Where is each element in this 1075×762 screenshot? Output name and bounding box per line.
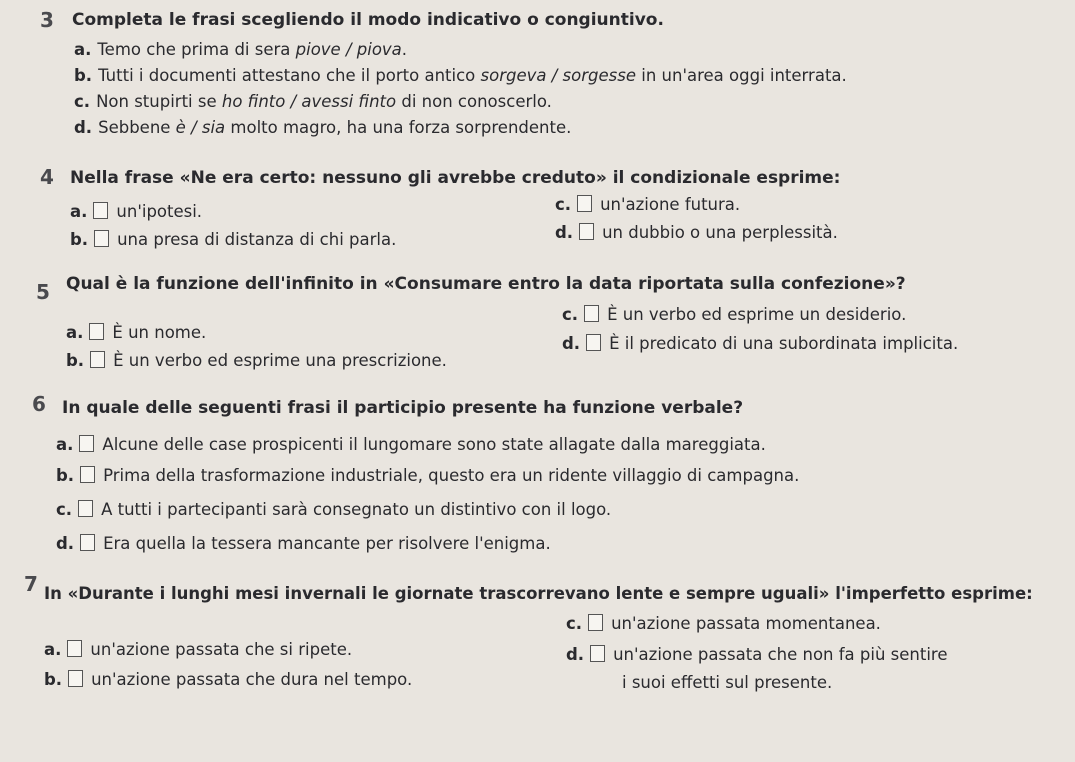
checkbox-icon[interactable] (588, 614, 603, 631)
option-text: i suoi effetti sul presente. (622, 673, 833, 692)
checkbox-icon[interactable] (590, 645, 605, 662)
option-a[interactable] (66, 323, 206, 342)
option-b[interactable] (66, 351, 447, 370)
option-text: Era quella la tessera mancante per risolvere l'enigma. (103, 534, 551, 553)
option-text: Alcune delle case prospicenti il lungomare sono state allagate dalla mareggiata. (102, 435, 766, 454)
option-letter: a. (70, 202, 88, 221)
item-pre: Tutti i documenti attestano che il porto antico (98, 66, 481, 85)
item-letter: c. (74, 92, 91, 111)
exercise-number: 4 (40, 165, 54, 189)
sentence-item (74, 66, 847, 85)
checkbox-icon[interactable] (80, 466, 95, 483)
option-text: un'ipotesi. (116, 202, 203, 221)
item-options[interactable]: ho finto / avessi finto (221, 92, 397, 111)
option-c[interactable] (56, 500, 611, 519)
option-a[interactable] (56, 435, 766, 454)
exercise-title: Completa le frasi scegliendo il modo indicativo o congiuntivo. (72, 10, 664, 30)
item-options[interactable]: sorgeva / sorgesse (480, 66, 636, 85)
option-d[interactable] (562, 334, 958, 353)
option-text: È un verbo ed esprime una prescrizione. (113, 351, 447, 370)
option-letter: c. (555, 195, 572, 214)
option-letter: a. (44, 640, 62, 659)
option-letter: d. (555, 223, 574, 242)
option-a[interactable] (70, 202, 202, 221)
item-letter: b. (74, 66, 93, 85)
option-b[interactable] (44, 670, 412, 689)
exercise-title: Qual è la funzione dell'infinito in «Consumare entro la data riportata sulla confezione»? (66, 274, 906, 294)
exercise-number: 6 (32, 392, 46, 416)
option-c[interactable] (562, 305, 906, 324)
option-d[interactable] (555, 223, 838, 242)
item-letter: d. (74, 118, 93, 137)
checkbox-icon[interactable] (94, 230, 109, 247)
option-d[interactable] (56, 534, 551, 553)
item-options[interactable]: è / sia (175, 118, 226, 137)
option-text: Prima della trasformazione industriale, questo era un ridente villaggio di campagna. (103, 466, 800, 485)
checkbox-icon[interactable] (78, 500, 93, 517)
option-text: È un verbo ed esprime un desiderio. (607, 305, 907, 324)
checkbox-icon[interactable] (579, 223, 594, 240)
option-d-continuation (622, 673, 832, 692)
option-text: un'azione futura. (600, 195, 741, 214)
item-pre: Temo che prima di sera (97, 40, 296, 59)
option-letter: b. (44, 670, 63, 689)
option-letter: a. (56, 435, 74, 454)
option-d[interactable] (566, 645, 948, 664)
exercise-number: 3 (40, 8, 54, 32)
exercise-title: In «Durante i lunghi mesi invernali le giornate trascorrevano lente e sempre uguali» l'imperfetto esprime: (44, 584, 1033, 603)
exercise-title: In quale delle seguenti frasi il participio presente ha funzione verbale? (62, 398, 744, 418)
option-text: una presa di distanza di chi parla. (117, 230, 397, 249)
item-letter: a. (74, 40, 92, 59)
item-post: in un'area oggi interrata. (636, 66, 847, 85)
option-text: A tutti i partecipanti sarà consegnato un distintivo con il logo. (101, 500, 612, 519)
checkbox-icon[interactable] (577, 195, 592, 212)
option-text: un'azione passata momentanea. (611, 614, 881, 633)
checkbox-icon[interactable] (80, 534, 95, 551)
checkbox-icon[interactable] (586, 334, 601, 351)
exercise-title: Nella frase «Ne era certo: nessuno gli avrebbe creduto» il condizionale esprime: (70, 168, 841, 188)
option-letter: c. (566, 614, 583, 633)
option-text: È un nome. (112, 323, 207, 342)
item-pre: Non stupirti se (96, 92, 222, 111)
checkbox-icon[interactable] (89, 323, 104, 340)
option-text: un'azione passata che si ripete. (90, 640, 353, 659)
option-letter: c. (56, 500, 73, 519)
sentence-item (74, 40, 407, 59)
checkbox-icon[interactable] (68, 670, 83, 687)
sentence-item (74, 92, 552, 111)
checkbox-icon[interactable] (90, 351, 105, 368)
option-c[interactable] (566, 614, 881, 633)
exercise-number: 5 (36, 280, 50, 304)
sentence-item (74, 118, 571, 137)
option-letter: d. (566, 645, 585, 664)
item-options[interactable]: piove / piova (295, 40, 402, 59)
option-letter: a. (66, 323, 84, 342)
checkbox-icon[interactable] (67, 640, 82, 657)
option-letter: d. (56, 534, 75, 553)
item-post: molto magro, ha una forza sorprendente. (225, 118, 572, 137)
checkbox-icon[interactable] (79, 435, 94, 452)
option-a[interactable] (44, 640, 352, 659)
option-b[interactable] (56, 466, 799, 485)
item-post: di non conoscerlo. (396, 92, 552, 111)
checkbox-icon[interactable] (93, 202, 108, 219)
option-text: un dubbio o una perplessità. (602, 223, 838, 242)
checkbox-icon[interactable] (584, 305, 599, 322)
option-b[interactable] (70, 230, 396, 249)
option-letter: b. (56, 466, 75, 485)
item-post: . (401, 40, 408, 59)
option-letter: d. (562, 334, 581, 353)
option-text: un'azione passata che non fa più sentire (613, 645, 948, 664)
exercise-number: 7 (24, 572, 38, 596)
option-letter: c. (562, 305, 579, 324)
item-pre: Sebbene (98, 118, 176, 137)
option-letter: b. (70, 230, 89, 249)
option-c[interactable] (555, 195, 740, 214)
option-text: È il predicato di una subordinata implicita. (609, 334, 959, 353)
option-text: un'azione passata che dura nel tempo. (91, 670, 413, 689)
option-letter: b. (66, 351, 85, 370)
